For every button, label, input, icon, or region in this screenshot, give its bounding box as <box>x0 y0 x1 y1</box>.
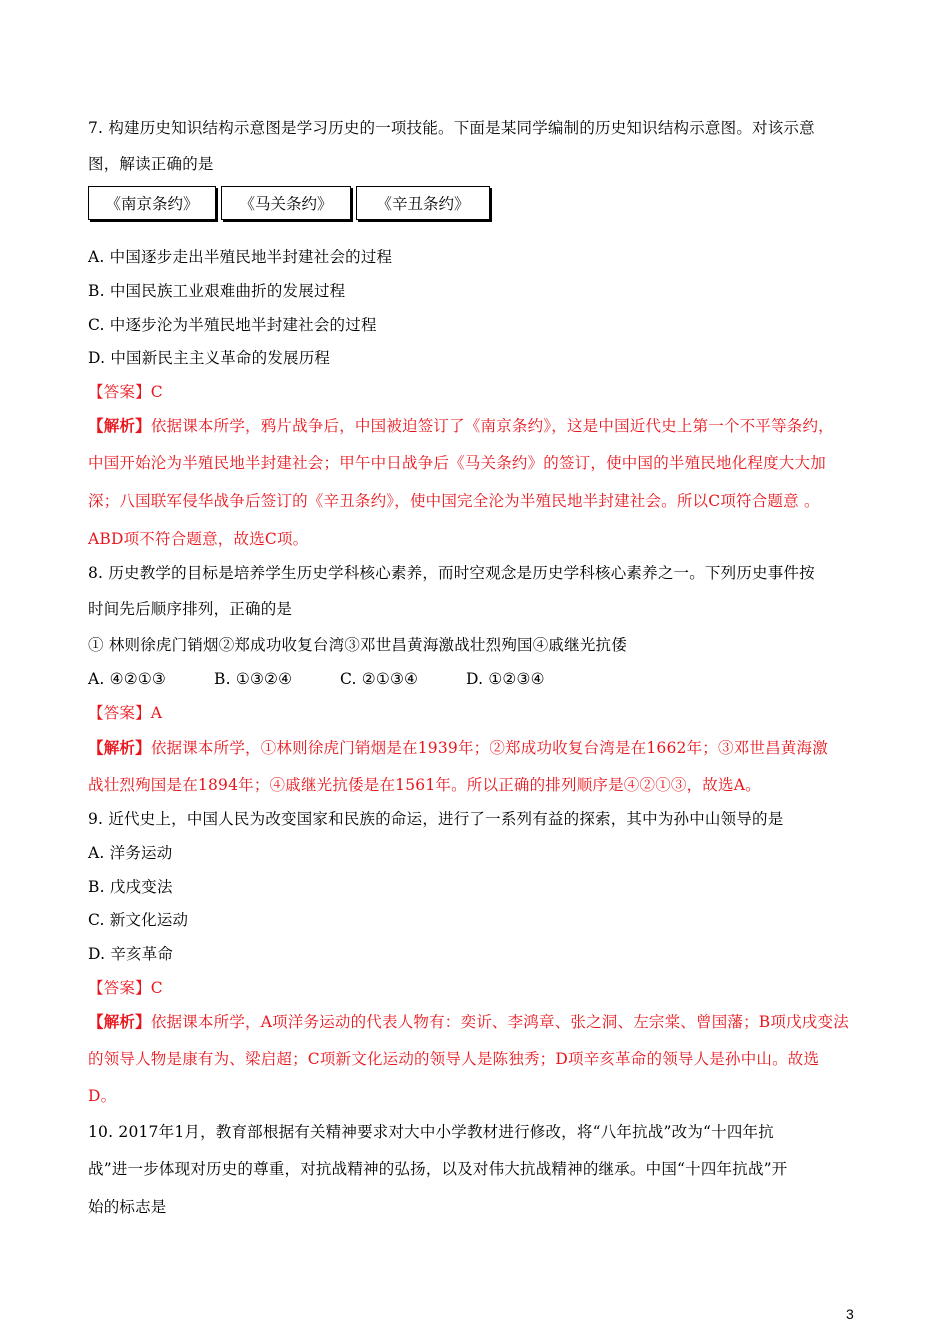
q7-answer: 【答案】C <box>88 383 163 401</box>
q7-analysis-line4: ABD项不符合题意，故选C项。 <box>88 530 309 548</box>
q8-option-d: D. ①②③④ <box>466 670 545 688</box>
q7-stem-line1: 7. 构建历史知识结构示意图是学习历史的一项技能。下面是某同学编制的历史知识结构示意图。对该示意 <box>88 119 815 137</box>
q8-analysis-line1 <box>88 737 828 759</box>
q7-box-nanjing: 《南京条约》 <box>88 186 216 220</box>
q7-analysis-line3: 深；八国联军侵华战争后签订的《辛丑条约》，使中国完全沦为半殖民地半封建社会。所以C项符合题意 。 <box>88 492 820 510</box>
q9-stem-line1: 9. 近代史上，中国人民为改变国家和民族的命运，进行了一系列有益的探索，其中为孙中山领导的是 <box>88 810 784 828</box>
q8-events: ① 林则徐虎门销烟②郑成功收复台湾③邓世昌黄海激战壮烈殉国④戚继光抗倭 <box>88 636 627 654</box>
q9-option-d: D. 辛亥革命 <box>88 945 174 963</box>
q7-structure-diagram <box>88 186 495 220</box>
q9-answer: 【答案】C <box>88 979 163 997</box>
q7-analysis-line2: 中国开始沦为半殖民地半封建社会；甲午中日战争后《马关条约》的签订，使中国的半殖民地化程度大大加 <box>88 454 826 472</box>
q8-option-a: A. ④②①③ <box>88 670 167 688</box>
q7-option-d: D. 中国新民主主义革命的发展历程 <box>88 349 331 367</box>
q8-option-b: B. ①③②④ <box>214 670 293 688</box>
q7-analysis-text1: 依据课本所学，鸦片战争后，中国被迫签订了《南京条约》，这是中国近代史上第一个不平等条约， <box>150 417 834 435</box>
q9-option-b: B. 戊戌变法 <box>88 878 173 896</box>
q8-stem-line2: 时间先后顺序排列，正确的是 <box>88 600 293 618</box>
q7-analysis-label: 【解析】 <box>88 416 151 435</box>
q8-options <box>88 668 545 690</box>
q9-analysis-line3: D。 <box>88 1087 117 1105</box>
q7-option-a: A. 中国逐步走出半殖民地半封建社会的过程 <box>88 248 393 266</box>
q8-analysis-label: 【解析】 <box>88 738 151 757</box>
q7-box-xinchou: 《辛丑条约》 <box>356 186 490 220</box>
q9-analysis-line2: 的领导人物是康有为、梁启超；C项新文化运动的领导人是陈独秀；D项辛亥革命的领导人是孙中山。故选 <box>88 1050 820 1068</box>
q7-option-c: C. 中逐步沦为半殖民地半封建社会的过程 <box>88 316 377 334</box>
q8-answer: 【答案】A <box>88 704 163 722</box>
q10-stem-line3: 始的标志是 <box>88 1198 167 1216</box>
q9-analysis-line1 <box>88 1011 849 1033</box>
q9-analysis-label: 【解析】 <box>88 1012 151 1031</box>
q9-analysis-text1: 依据课本所学，A项洋务运动的代表人物有：奕䜣、李鸿章、张之洞、左宗棠、曾国藩；B项戊戌变法 <box>150 1013 849 1031</box>
q8-analysis-text1: 依据课本所学，①林则徐虎门销烟是在1939年；②郑成功收复台湾是在1662年；③邓世昌黄海激 <box>150 739 828 757</box>
page-number: 3 <box>846 1306 854 1322</box>
q8-stem-line1: 8. 历史教学的目标是培养学生历史学科核心素养，而时空观念是历史学科核心素养之一。下列历史事件按 <box>88 564 815 582</box>
q10-stem-line1: 10. 2017年1月，教育部根据有关精神要求对大中小学教材进行修改，将“八年抗战”改为“十四年抗 <box>88 1123 774 1141</box>
q10-stem-line2: 战”进一步体现对历史的尊重，对抗战精神的弘扬，以及对伟大抗战精神的继承。中国“十四年抗战”开 <box>88 1160 788 1178</box>
q7-analysis-line1 <box>88 415 834 437</box>
q8-analysis-line2: 战壮烈殉国是在1894年；④戚继光抗倭是在1561年。所以正确的排列顺序是④②①③，故选A。 <box>88 776 761 794</box>
q9-option-c: C. 新文化运动 <box>88 911 189 929</box>
q8-option-c: C. ②①③④ <box>340 670 419 688</box>
q7-box-maguan: 《马关条约》 <box>221 186 351 220</box>
q7-stem-line2: 图，解读正确的是 <box>88 155 214 173</box>
q7-option-b: B. 中国民族工业艰难曲折的发展过程 <box>88 282 346 300</box>
q9-option-a: A. 洋务运动 <box>88 844 173 862</box>
